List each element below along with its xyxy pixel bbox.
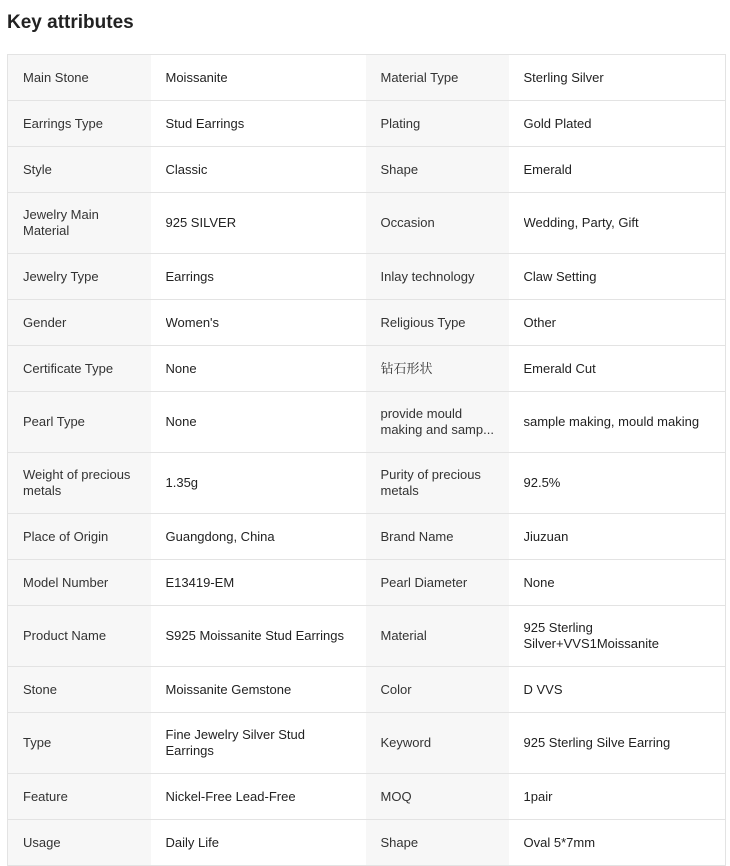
attribute-value (151, 101, 366, 147)
attribute-value-text: None (523, 574, 555, 590)
attribute-value (509, 193, 726, 254)
attribute-value-text: 925 Sterling Silver+VVS1Moissanite (523, 620, 659, 651)
attribute-label (8, 346, 151, 392)
attribute-label (8, 606, 151, 667)
attribute-value (151, 193, 366, 254)
attribute-value-text: Moissanite (165, 69, 228, 85)
attribute-row (8, 346, 726, 392)
attribute-label (8, 392, 151, 453)
attribute-label-text: provide mould making and samp... (380, 406, 494, 437)
attribute-row (8, 560, 726, 606)
attribute-row (8, 667, 726, 713)
attribute-value (151, 667, 366, 713)
attribute-value-text: 925 Sterling Silve Earring (523, 735, 671, 750)
attribute-label-text: Purity of precious metals (380, 467, 481, 498)
attribute-value (151, 774, 366, 820)
attribute-row (8, 606, 726, 667)
attribute-label-text: Shape (380, 161, 419, 177)
attribute-value-text: D VVS (523, 681, 563, 697)
attribute-label (366, 147, 509, 193)
attribute-label-text: Inlay technology (380, 268, 475, 284)
attribute-label (8, 667, 151, 713)
attribute-row (8, 300, 726, 346)
attribute-row (8, 774, 726, 820)
attribute-label (8, 101, 151, 147)
attribute-value-text: Claw Setting (523, 268, 597, 284)
attribute-row (8, 392, 726, 453)
attribute-label (366, 820, 509, 866)
attribute-value (151, 147, 366, 193)
attribute-value (151, 820, 366, 866)
attribute-label (8, 254, 151, 300)
attribute-value (151, 560, 366, 606)
attribute-value-text: Wedding, Party, Gift (523, 215, 639, 230)
attribute-value-text: Classic (165, 161, 208, 177)
attribute-value-text: None (165, 360, 197, 376)
attribute-label-text: Religious Type (380, 314, 466, 330)
attribute-label (366, 606, 509, 667)
attribute-value-text: Guangdong, China (165, 528, 275, 544)
attribute-value (151, 392, 366, 453)
attribute-label (366, 774, 509, 820)
attribute-value-text: sample making, mould making (523, 414, 700, 429)
attribute-value-text: Moissanite Gemstone (165, 681, 292, 697)
attribute-value (151, 713, 366, 774)
attribute-value-text: Fine Jewelry Silver Stud Earrings (165, 727, 305, 758)
attribute-row (8, 514, 726, 560)
attribute-label (8, 560, 151, 606)
attribute-label (366, 514, 509, 560)
attribute-value (509, 560, 726, 606)
attributes-table-body (8, 55, 726, 866)
attribute-label-text: Style (23, 161, 52, 177)
attribute-label-text: Weight of precious metals (23, 467, 131, 498)
attribute-value (151, 300, 366, 346)
attribute-value-text: Daily Life (165, 834, 219, 850)
attribute-value (151, 55, 366, 101)
attribute-value (509, 774, 726, 820)
attribute-value-text: Sterling Silver (523, 69, 604, 85)
attributes-table (7, 54, 726, 866)
attribute-value-text: Emerald (523, 161, 572, 177)
attribute-label-text: Usage (23, 834, 61, 850)
attribute-label-text: Pearl Diameter (380, 574, 468, 590)
attribute-row (8, 193, 726, 254)
attribute-label-text: Brand Name (380, 528, 454, 544)
attribute-label (8, 713, 151, 774)
attribute-label-text: Jewelry Main Material (23, 207, 99, 238)
attribute-value-text: Nickel-Free Lead-Free (165, 788, 296, 804)
attribute-value-text: 925 SILVER (165, 215, 237, 230)
attribute-value-text: Earrings (165, 268, 214, 284)
attribute-label-text: Certificate Type (23, 360, 114, 376)
attribute-value-text: 1.35g (165, 475, 199, 490)
attribute-label-text: Product Name (23, 628, 107, 643)
attribute-value (151, 453, 366, 514)
attribute-value (509, 514, 726, 560)
attribute-label-text: Gender (23, 314, 67, 330)
attribute-value (509, 147, 726, 193)
attribute-label (366, 346, 509, 392)
attribute-value (509, 820, 726, 866)
attribute-row (8, 101, 726, 147)
attribute-label-text: Occasion (380, 215, 435, 230)
attribute-label-text: MOQ (380, 788, 412, 804)
attribute-value-text: 92.5% (523, 475, 561, 490)
attribute-label (8, 300, 151, 346)
attribute-label (8, 514, 151, 560)
attribute-value (509, 606, 726, 667)
attribute-row (8, 55, 726, 101)
attribute-label (8, 193, 151, 254)
attribute-label (366, 55, 509, 101)
attribute-label-text: Stone (23, 681, 57, 697)
attribute-label (8, 55, 151, 101)
attribute-label (366, 254, 509, 300)
attribute-label (366, 101, 509, 147)
attribute-value-text: Jiuzuan (523, 528, 569, 544)
attribute-value (151, 514, 366, 560)
attribute-value (509, 55, 726, 101)
attribute-label-text: Keyword (380, 735, 432, 750)
attribute-value-text: Oval 5*7mm (523, 834, 596, 850)
attribute-label-text: Model Number (23, 574, 109, 590)
attribute-value-text: Women's (165, 314, 220, 330)
attribute-label-text: Plating (380, 115, 421, 131)
attribute-label (8, 453, 151, 514)
attribute-label (366, 560, 509, 606)
attribute-label (8, 774, 151, 820)
attribute-label-text: Color (380, 681, 412, 697)
attribute-label-text: 钻石形状 (380, 360, 433, 376)
attribute-label (8, 147, 151, 193)
attribute-label (366, 713, 509, 774)
attribute-value-text: E13419-EM (165, 574, 235, 590)
attribute-label-text: Main Stone (23, 69, 89, 85)
attribute-label (366, 193, 509, 254)
attribute-label (366, 453, 509, 514)
attribute-label-text: Jewelry Type (23, 268, 99, 284)
attribute-label (366, 300, 509, 346)
attribute-value (509, 300, 726, 346)
attribute-label (366, 392, 509, 453)
attribute-row (8, 713, 726, 774)
attribute-value (509, 254, 726, 300)
attribute-value (151, 606, 366, 667)
attribute-value (509, 667, 726, 713)
attribute-value-text: None (165, 414, 197, 429)
attribute-row (8, 820, 726, 866)
attribute-label-text: Place of Origin (23, 528, 109, 544)
attribute-value-text: Emerald Cut (523, 360, 596, 376)
attribute-label-text: Feature (23, 788, 68, 804)
attribute-value (509, 453, 726, 514)
attribute-row (8, 453, 726, 514)
attribute-value-text: Gold Plated (523, 115, 592, 131)
attribute-label-text: Earrings Type (23, 115, 103, 131)
attribute-value-text: S925 Moissanite Stud Earrings (165, 628, 344, 643)
attribute-label-text: Material Type (380, 69, 459, 85)
attribute-value (509, 392, 726, 453)
attribute-label (8, 820, 151, 866)
attribute-value (151, 254, 366, 300)
attribute-value (509, 101, 726, 147)
attribute-row (8, 147, 726, 193)
attribute-row (8, 254, 726, 300)
attribute-value (151, 346, 366, 392)
attribute-label (366, 667, 509, 713)
attribute-value (509, 713, 726, 774)
attribute-label-text: Shape (380, 834, 419, 850)
attribute-label-text: Type (23, 735, 52, 750)
attribute-value-text: 1pair (523, 788, 553, 804)
attribute-value (509, 346, 726, 392)
attribute-label-text: Pearl Type (23, 414, 85, 429)
attribute-value-text: Other (523, 314, 557, 330)
attribute-value-text: Stud Earrings (165, 115, 245, 131)
section-title: Key attributes (7, 12, 134, 33)
attribute-label-text: Material (380, 628, 427, 643)
